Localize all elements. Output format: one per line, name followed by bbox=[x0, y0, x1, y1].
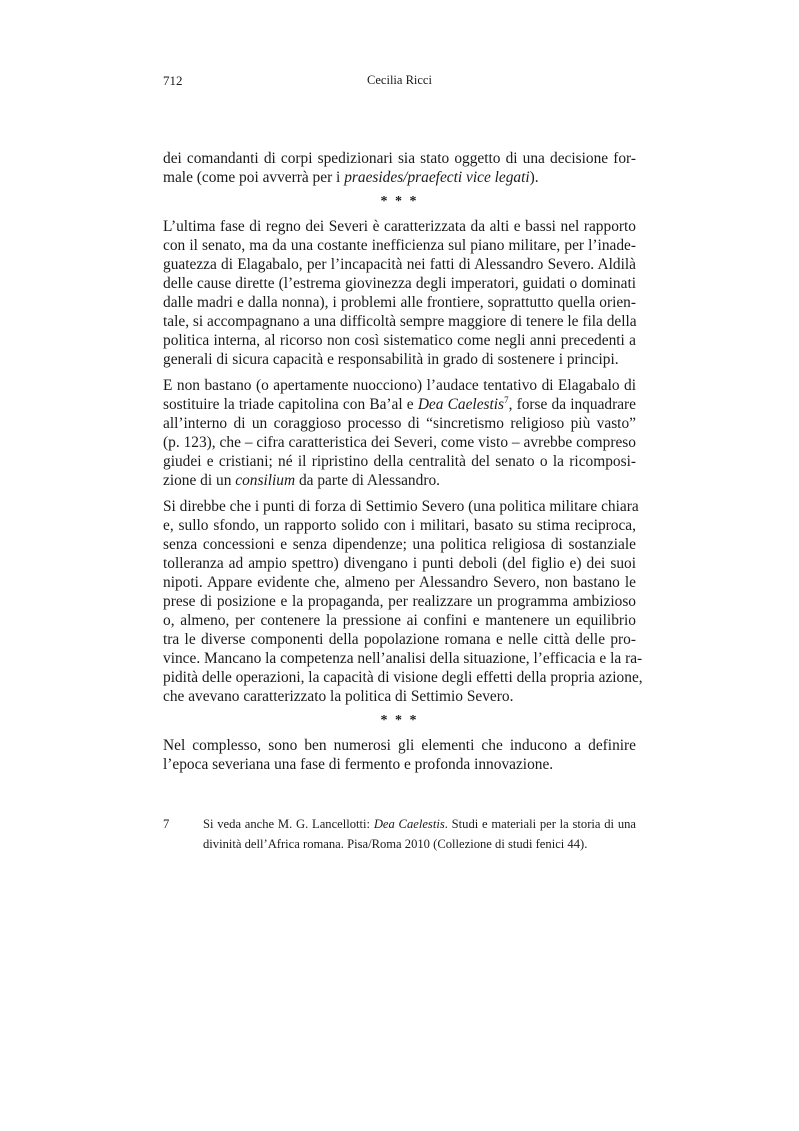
text-line bbox=[163, 274, 636, 293]
text-line bbox=[163, 573, 636, 592]
text-span: da parte di Alessandro. bbox=[295, 472, 440, 489]
section-separator: * * * bbox=[380, 713, 419, 728]
text-span: zione di un bbox=[163, 472, 236, 489]
text-line bbox=[163, 414, 636, 433]
text-line bbox=[163, 736, 636, 755]
footnote bbox=[163, 814, 636, 854]
page-number: 712 bbox=[163, 73, 183, 88]
text-line bbox=[163, 255, 636, 274]
text-span: L’ultima fase di regno dei Severi è caratterizzata da alti e bassi nel rapporto bbox=[163, 218, 636, 235]
text-span: politica interna, al ricorso non così sistematico come negli anni precedenti a bbox=[163, 332, 636, 349]
paragraph bbox=[163, 497, 643, 706]
text-span: pidità delle operazioni, la capacità di visione degli effetti della propria azione, bbox=[163, 669, 643, 686]
text-line bbox=[163, 452, 636, 471]
text-span: divinità dell’Africa romana. Pisa/Roma 2010 (Collezione di studi fenici 44). bbox=[203, 837, 588, 851]
text-line bbox=[163, 755, 636, 774]
text-line bbox=[163, 687, 636, 706]
text-line bbox=[163, 516, 636, 535]
text-span: guatezza di Elagabalo, per l’incapacità nei fatti di Alessandro Severo. Aldilà bbox=[163, 256, 636, 273]
text-span: ). bbox=[529, 169, 539, 186]
text-span: dalle madri e dalla nonna), i problemi alle frontiere, soprattutto quella orien- bbox=[163, 294, 636, 311]
text-span: vince. Mancano la competenza nell’analisi della situazione, l’efficacia e la ra- bbox=[163, 650, 643, 667]
footnote-number: 7 bbox=[163, 817, 170, 831]
text-span: E non bastano (o apertamente nuocciono) l’audace tentativo di Elagabalo di bbox=[163, 377, 636, 394]
text-line bbox=[163, 668, 643, 687]
text-line bbox=[163, 376, 636, 395]
italic-text: Dea Caelestis bbox=[373, 817, 445, 831]
text-span: con il senato, ma da una costante inefficienza sul piano militare, per l’inade- bbox=[163, 237, 636, 254]
text-line bbox=[163, 293, 636, 312]
italic-text: praesides/praefecti vice legati bbox=[344, 169, 530, 186]
text-line bbox=[163, 630, 636, 649]
text-span: tolleranza ad ampio spettro) divengano i punti deboli (del figlio e) dei suoi bbox=[163, 555, 636, 572]
text-span: generali di sicura capacità e responsabilità in grado di sostenere i principi. bbox=[163, 351, 619, 368]
main-text bbox=[163, 149, 643, 854]
text-line bbox=[163, 236, 636, 255]
text-span: o, almeno, per contenere la pressione ai confini e mantenere un equilibrio bbox=[163, 612, 636, 629]
running-head: Cecilia Ricci bbox=[367, 73, 432, 87]
paragraph bbox=[163, 736, 636, 774]
italic-text: consilium bbox=[235, 472, 296, 489]
text-line bbox=[163, 312, 636, 331]
footnote-ref[interactable]: 7 bbox=[504, 394, 509, 405]
text-line bbox=[163, 433, 636, 452]
text-line bbox=[163, 331, 636, 350]
text-span: l’epoca severiana una fase di fermento e profonda innovazione. bbox=[163, 756, 554, 773]
text-line bbox=[163, 395, 636, 414]
text-span: dei comandanti di corpi spedizionari sia stato oggetto di una decisione for- bbox=[163, 150, 636, 167]
text-span: prese di posizione e la propaganda, per realizzare un programma ambizioso bbox=[163, 593, 636, 610]
text-span: Nel complesso, sono ben numerosi gli elementi che inducono a definire bbox=[163, 737, 636, 754]
text-span: e, sullo sfondo, un rapporto solido con i militari, basato su stima reciproca, bbox=[163, 517, 636, 534]
paragraph bbox=[163, 376, 636, 490]
text-span: sostituire la triade capitolina con Ba’al e bbox=[163, 396, 418, 413]
text-span: tale, si accompagnano a una difficoltà sempre maggiore di tenere le fila della bbox=[163, 313, 637, 330]
text-span: che avevano caratterizzato la politica di Settimio Severo. bbox=[163, 688, 514, 705]
paragraph bbox=[163, 149, 636, 187]
text-span: tra le diverse componenti della popolazione romana e nelle città delle pro- bbox=[163, 631, 636, 648]
text-line bbox=[163, 554, 636, 573]
text-line bbox=[163, 350, 636, 369]
text-span: Si veda anche M. G. Lancellotti: bbox=[203, 817, 374, 831]
text-line bbox=[163, 535, 636, 554]
text-line bbox=[163, 149, 636, 168]
italic-text: Dea Caelestis bbox=[417, 396, 505, 413]
text-line bbox=[163, 592, 636, 611]
text-span: all’interno di un coraggioso processo di “sincretismo religioso più vasto” bbox=[163, 415, 636, 432]
section-separator: * * * bbox=[380, 194, 419, 209]
text-span: male (come poi avverrà per i bbox=[163, 169, 345, 186]
text-span: giudei e cristiani; né il ripristino della centralità del senato o la ricomposi- bbox=[163, 453, 636, 470]
text-span: senza concessioni e senza dipendenze; una politica religiosa di sostanziale bbox=[163, 536, 636, 553]
text-line bbox=[163, 649, 643, 668]
text-span: nipoti. Appare evidente che, almeno per Alessandro Severo, non bastano le bbox=[163, 574, 636, 591]
text-span: , forse da inquadrare bbox=[508, 396, 637, 413]
text-line bbox=[163, 611, 636, 630]
paragraph bbox=[163, 217, 636, 369]
text-line bbox=[203, 834, 636, 854]
text-span: Si direbbe che i punti di forza di Settimio Severo (una politica militare chiara bbox=[163, 498, 639, 515]
text-span: (p. 123), che – cifra caratteristica dei Severi, come visto – avrebbe compreso bbox=[163, 434, 636, 451]
text-line bbox=[163, 497, 639, 516]
footnote-text bbox=[203, 814, 636, 854]
text-line bbox=[203, 814, 636, 834]
text-span: delle cause dirette (l’estrema giovinezza degli imperatori, guidati o dominati bbox=[163, 275, 636, 292]
text-span: . Studi e materiali per la storia di una bbox=[444, 817, 636, 831]
text-line bbox=[163, 217, 636, 236]
text-line bbox=[163, 471, 636, 490]
text-line bbox=[163, 168, 636, 187]
